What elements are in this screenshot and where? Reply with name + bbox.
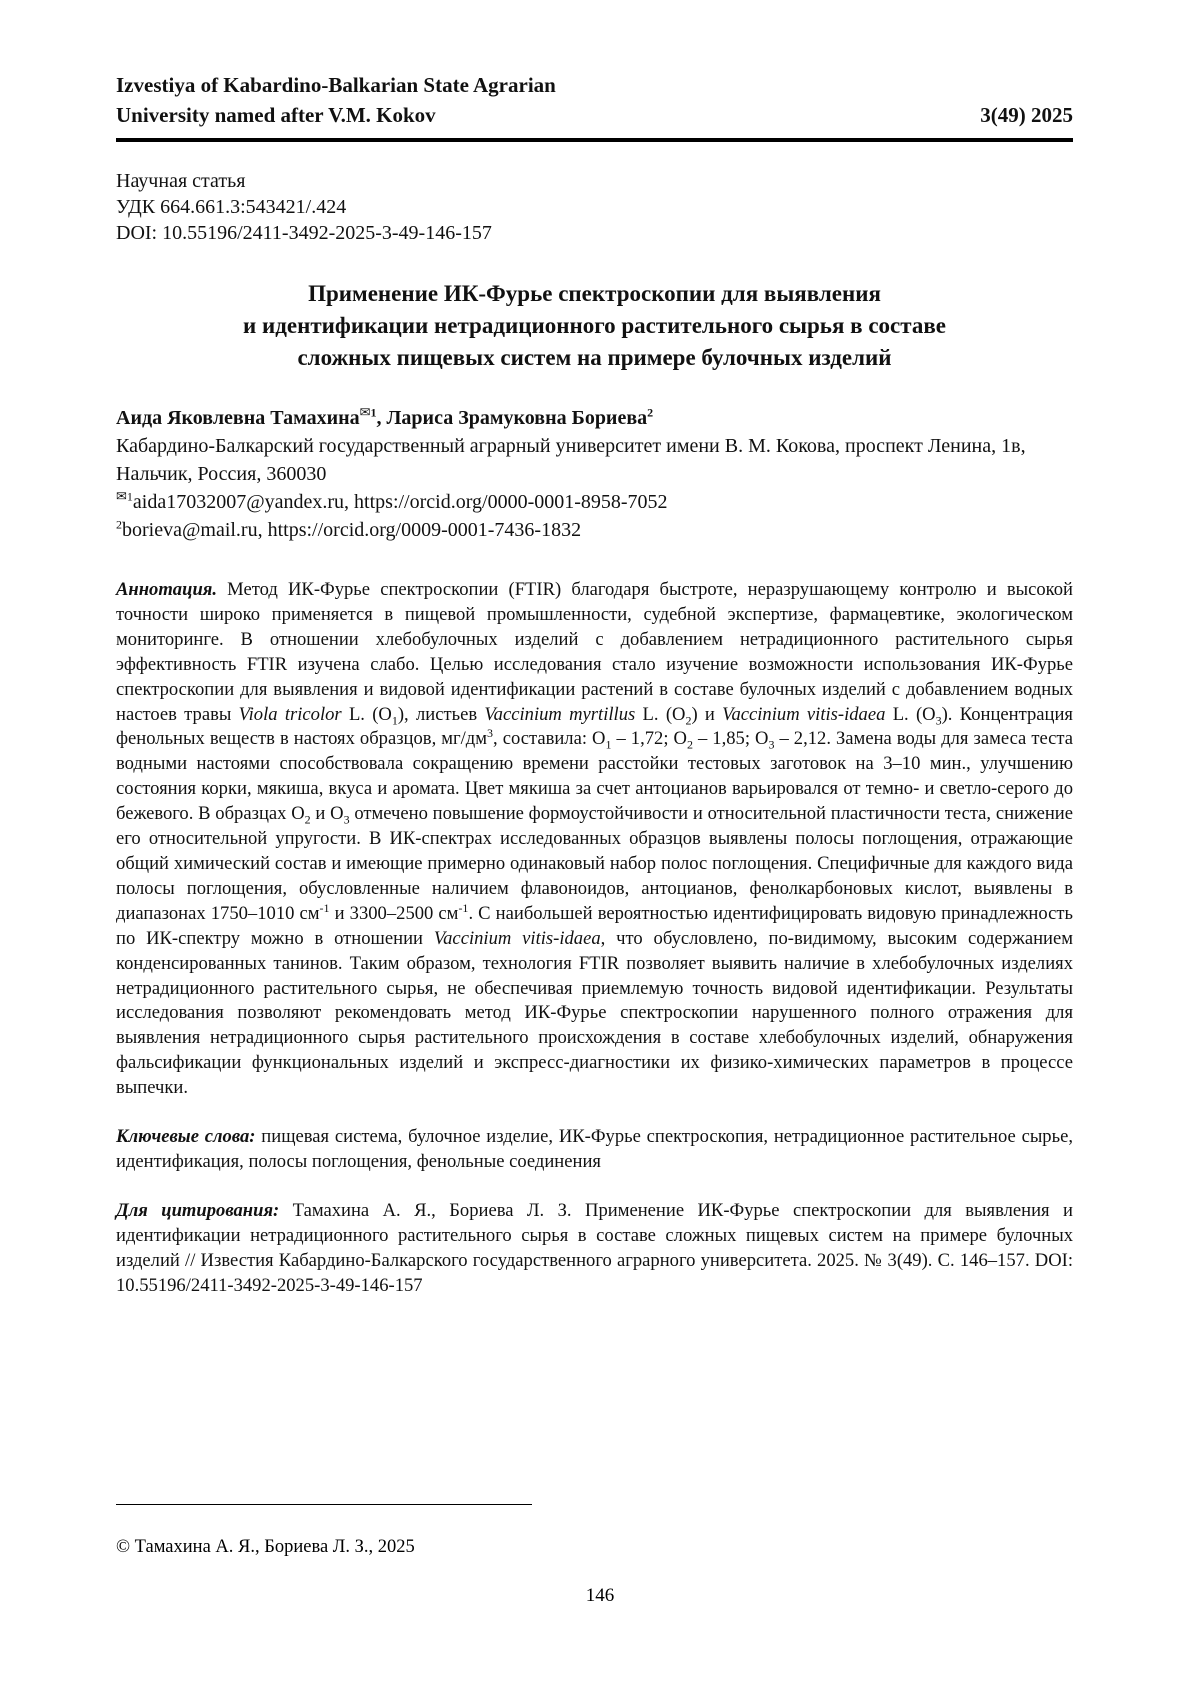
contact-2-sup: 2 bbox=[116, 517, 122, 531]
abstract-text: . С наибольшей вероятностью идентифицировать видовую принадлежность по ИК-спектру можно в отношении bbox=[116, 903, 1073, 949]
subscript: 1 bbox=[392, 713, 398, 727]
subscript: 2 bbox=[685, 713, 691, 727]
abstract-text: Метод ИК-Фурье спектроскопии (FTIR) благодаря быстроте, неразрушающему контролю и высокой точности широко применяется в пищевой промышленности, судебной экспертизе, фармацевтике, экологическом мониторинге. В отношении хлебобулочных изделий с добавлением нетрадиционного растительного сырья эффективность FTIR изучена слабо. Целью исследования стало изучение возможности использования ИК-Фурье спектроскопии для выявления и видовой идентификации растений в составе булочных изделий с добавлением водных настоев травы bbox=[116, 579, 1073, 725]
subscript: 3 bbox=[344, 813, 350, 827]
keywords bbox=[116, 1125, 1073, 1175]
species-name: Viola tricolor bbox=[239, 704, 342, 725]
author-2-affil: 2 bbox=[647, 405, 653, 419]
doi: DOI: 10.55196/2411-3492-2025-3-49-146-157 bbox=[116, 220, 1073, 246]
contact-1-sup: 1 bbox=[127, 489, 133, 503]
abstract-text: , составила: O bbox=[493, 728, 605, 749]
subscript: 2 bbox=[687, 738, 693, 752]
contact-1-text[interactable]: aida17032007@yandex.ru, https://orcid.org/0000-0001-8958-7052 bbox=[133, 491, 668, 513]
contact-2 bbox=[116, 516, 1073, 544]
subscript: 3 bbox=[768, 738, 774, 752]
contact-1 bbox=[116, 488, 1073, 516]
abstract-text: – 1,85; O bbox=[693, 728, 769, 749]
envelope-icon: ✉ bbox=[360, 404, 371, 419]
envelope-icon: ✉ bbox=[116, 488, 127, 503]
subscript: 3 bbox=[936, 713, 942, 727]
abstract-text: L. (O bbox=[885, 704, 935, 725]
authors-block bbox=[116, 404, 1073, 544]
abstract bbox=[116, 578, 1073, 1101]
author-1: Аида Яковлевна Тамахина bbox=[116, 407, 360, 429]
superscript: -1 bbox=[320, 901, 330, 915]
abstract-text: и O bbox=[311, 803, 344, 824]
author-1-affil: 1 bbox=[371, 405, 377, 419]
udc-code: УДК 664.661.3:543421/.424 bbox=[116, 194, 1073, 220]
article-meta bbox=[116, 168, 1073, 246]
title-line: и идентификации нетрадиционного растительного сырья в составе bbox=[116, 310, 1073, 342]
journal-header bbox=[116, 70, 1073, 130]
species-name: Vaccinium vitis-idaea bbox=[434, 928, 601, 949]
title-line: Применение ИК-Фурье спектроскопии для выявления bbox=[116, 278, 1073, 310]
keywords-text: пищевая система, булочное изделие, ИК-Фурье спектроскопия, нетрадиционное растительное сырье, идентификация, полосы поглощения, фенольные соединения bbox=[116, 1126, 1073, 1172]
copyright: © Тамахина А. Я., Бориева Л. З., 2025 bbox=[116, 1537, 415, 1558]
abstract-text: отмечено повышение формоустойчивости и относительной пластичности теста, снижение его относительной упругости. В ИК-спектрах исследованных образцов выявлены полосы поглощения, отражающие общий химический состав и имеющие примерно одинаковый набор полос поглощения. Специфичные для каждого вида полосы поглощения, обусловленные наличием флавоноидов, антоцианов, фенолкарбоновых кислот, выявлены в диапазонах 1750–1010 см bbox=[116, 803, 1073, 924]
page-number: 146 bbox=[0, 1585, 1200, 1607]
subscript: 1 bbox=[605, 738, 611, 752]
header-divider bbox=[116, 138, 1073, 142]
abstract-text: L. (O bbox=[342, 704, 392, 725]
subscript: 2 bbox=[305, 813, 311, 827]
citation bbox=[116, 1199, 1073, 1299]
article-type: Научная статья bbox=[116, 168, 1073, 194]
title-line: сложных пищевых систем на примере булочных изделий bbox=[116, 342, 1073, 374]
citation-text: Тамахина А. Я., Бориева Л. З. Применение ИК-Фурье спектроскопии для выявления и идентификации нетрадиционного растительного сырья в составе сложных пищевых систем на примере булочных изделий // Известия Кабардино-Балкарского государственного аграрного университета. 2025. № 3(49). С. 146–157. DOI: 10.55196/2411-3492-2025-3-49-146-157 bbox=[116, 1200, 1073, 1296]
abstract-text: – 2,12. Замена воды для замеса теста водными настоями способствовала сокращению времени расстойки тестовых заготовок на 3–10 мин., улучшению состояния корки, мякиша, вкуса и аромата. Цвет мякиша за счет антоцианов варьировался от темно- и светло-серого до бежевого. В образцах O bbox=[116, 728, 1073, 824]
abstract-text: ). Концентрация фенольных веществ в настоях образцов, мг/дм bbox=[116, 704, 1073, 750]
article-title bbox=[116, 278, 1073, 374]
footnote-divider bbox=[116, 1504, 532, 1505]
citation-label: Для цитирования: bbox=[116, 1200, 279, 1221]
journal-issue: 3(49) 2025 bbox=[980, 100, 1073, 130]
abstract-text: L. (O bbox=[635, 704, 685, 725]
abstract-text: и 3300–2500 см bbox=[330, 903, 459, 924]
affiliation: Кабардино-Балкарский государственный аграрный университет имени В. М. Кокова, проспект Ленина, 1в, Нальчик, Россия, 360030 bbox=[116, 432, 1073, 488]
keywords-label: Ключевые слова: bbox=[116, 1126, 256, 1147]
abstract-label: Аннотация. bbox=[116, 579, 217, 600]
abstract-text: – 1,72; O bbox=[611, 728, 687, 749]
author-separator: , bbox=[377, 407, 382, 429]
article-page bbox=[0, 0, 1200, 1697]
journal-name-line2: University named after V.M. Kokov bbox=[116, 100, 1073, 130]
abstract-text: , что обусловлено, по-видимому, высоким содержанием конденсированных танинов. Таким образом, технология FTIR позволяет выявить наличие в хлебобулочных изделиях нетрадиционного растительного сырья, не обеспечивая приемлемую точность видовой идентификации. Результаты исследования позволяют рекомендовать метод ИК-Фурье спектроскопии нарушенного полного отражения для выявления нетрадиционного сырья растительного происхождения в составе хлебобулочных изделий, обнаружения фальсификации функциональных изделий и экспресс-диагностики их физико-химических параметров в процессе выпечки. bbox=[116, 928, 1073, 1098]
superscript: 3 bbox=[487, 726, 493, 740]
journal-name-line1: Izvestiya of Kabardino-Balkarian State Agrarian bbox=[116, 70, 1073, 100]
species-name: Vaccinium vitis-idaea bbox=[722, 704, 885, 725]
author-names bbox=[116, 404, 1073, 432]
superscript: -1 bbox=[458, 901, 468, 915]
contact-2-text[interactable]: borieva@mail.ru, https://orcid.org/0009-0001-7436-1832 bbox=[122, 519, 581, 541]
species-name: Vaccinium myrtillus bbox=[484, 704, 635, 725]
author-2: Лариса Зрамуковна Бориева bbox=[387, 407, 648, 429]
abstract-text: ), листьев bbox=[398, 704, 485, 725]
abstract-text: ) и bbox=[691, 704, 722, 725]
